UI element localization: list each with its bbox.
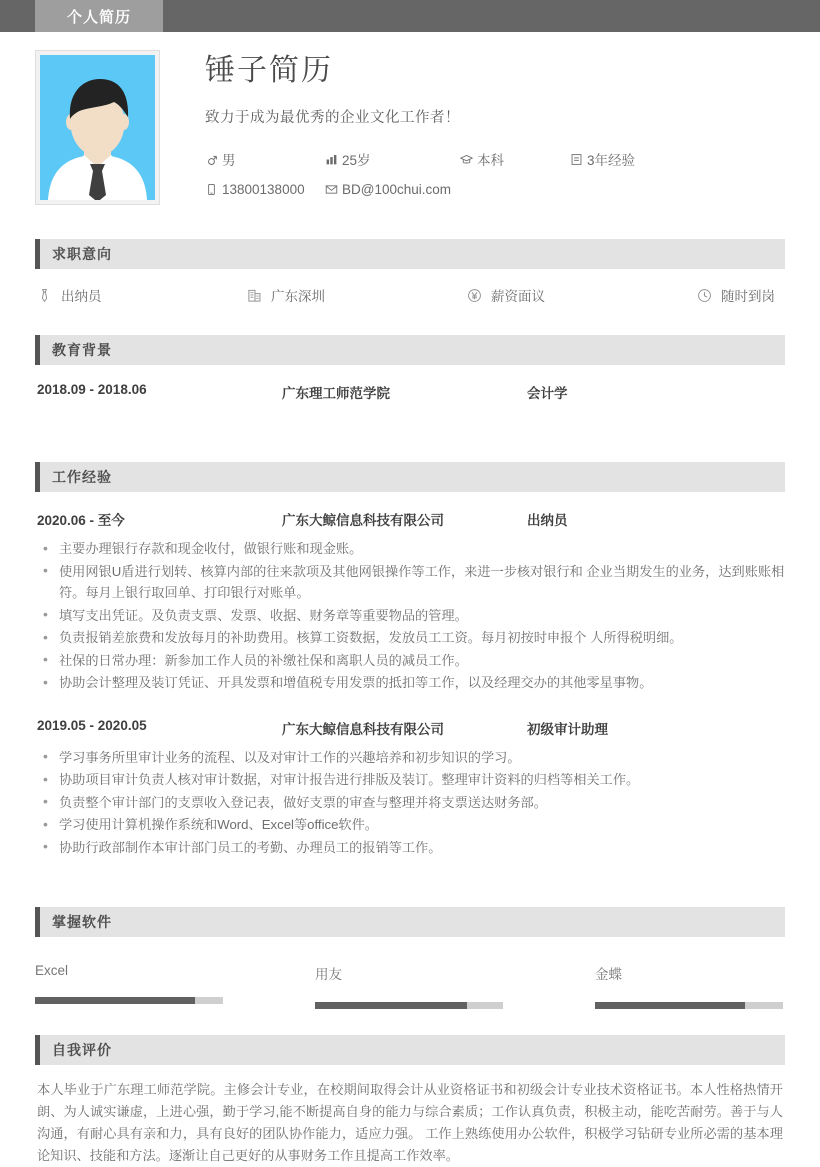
list-item: • 社保的日常办理：新参加工作人员的补缴社保和离职人员的减员工作。: [37, 650, 785, 672]
resume-page: [0, 32, 820, 1167]
section-accent-bar: [35, 462, 40, 492]
intent-availability-text: 随时到岗: [721, 289, 775, 304]
intent-salary: [467, 285, 697, 305]
skill-item: [35, 963, 225, 1009]
profile-meta-grid: [205, 149, 785, 197]
intent-location: [247, 285, 467, 305]
section-accent-bar: [35, 907, 40, 937]
section-title: 工作经验: [52, 469, 112, 485]
work-entry-head: [35, 492, 785, 529]
section-title: 求职意向: [52, 246, 112, 262]
section-header: [35, 1035, 785, 1065]
skill-list: [35, 937, 785, 1009]
skill-progress-track: [35, 997, 223, 1004]
list-item: • 主要办理银行存款和现金收付，做银行账和现金账。: [37, 538, 785, 560]
work-position: 初级审计助理: [527, 721, 608, 737]
meta-gender-text: 男: [222, 153, 236, 168]
mail-icon: [325, 183, 338, 196]
meta-phone-text: 13800138000: [222, 182, 305, 197]
skill-progress-track: [595, 1002, 783, 1009]
job-intention-row: [35, 269, 785, 309]
meta-email: [325, 182, 460, 197]
section-accent-bar: [35, 1035, 40, 1065]
section-job-intention: [35, 239, 785, 309]
skill-progress-fill: [595, 1002, 745, 1009]
section-accent-bar: [35, 335, 40, 365]
work-entry-head: [35, 701, 785, 738]
tie-icon: [37, 288, 52, 303]
meta-experience: [570, 149, 785, 169]
profile-header: [35, 32, 785, 213]
skill-item: [315, 963, 505, 1009]
list-item: • 协助行政部制作本审计部门员工的考勤、办理员工的报销等工作。: [37, 837, 785, 859]
skill-progress-fill: [315, 1002, 467, 1009]
bar-chart-icon: [325, 153, 338, 166]
list-item: • 负责整个审计部门的支票收入登记表，做好支票的审查与整理并将支票送达财务部。: [37, 792, 785, 814]
skill-name: 用友: [315, 967, 342, 982]
section-title: 教育背景: [52, 342, 112, 358]
top-banner: [0, 0, 820, 32]
meta-age: [325, 149, 460, 169]
avatar-frame: [35, 50, 160, 205]
section-header: [35, 907, 785, 937]
list-item: • 填写支出凭证。及负责支票、发票、收据、财务章等重要物品的管理。: [37, 605, 785, 627]
document-icon: [570, 153, 583, 166]
list-item: • 学习使用计算机操作系统和Word、Excel等office软件。: [37, 814, 785, 836]
section-header: [35, 335, 785, 365]
candidate-tagline: 致力于成为最优秀的企业文化工作者！: [205, 110, 460, 126]
skill-progress-track: [315, 1002, 503, 1009]
meta-gender: [205, 149, 325, 169]
intent-position-text: 出纳员: [61, 289, 102, 304]
section-accent-bar: [35, 239, 40, 269]
intent-availability: [697, 285, 783, 305]
section-title: 掌握软件: [52, 914, 112, 930]
education-period: 2018.09 - 2018.06: [37, 382, 147, 397]
intent-location-text: 广东深圳: [271, 289, 325, 304]
meta-experience-text: 3年经验: [587, 153, 636, 168]
meta-age-text: 25岁: [342, 153, 371, 168]
clock-icon: [697, 288, 712, 303]
self-evaluation-text: 本人毕业于广东理工师范学院。主修会计专业，在校期间取得会计从业资格证书和初级会计专业技术资格证书。本人性格热情开朗、为人诚实谦虚，上进心强，勤于学习,能不断提高自身的能力与综合素质；工作认真负责，积极主动，能吃苦耐劳。善于与人沟通，有耐心具有亲和力，具有良好的团队协作能力，适应力强。 工作上熟练使用办公软件，积极学习钻研专业所必需的基本理论知识、技能和方法。逐渐让自己更好的从事财务工作且提高工作效率。: [37, 1082, 783, 1163]
intent-position: [37, 285, 247, 305]
meta-email-text: BD@100chui.com: [342, 182, 452, 197]
work-entry: [35, 701, 785, 882]
meta-phone: [205, 182, 325, 197]
phone-icon: [205, 183, 218, 196]
work-company: 广东大鲸信息科技有限公司: [282, 513, 444, 528]
section-title: 自我评价: [52, 1042, 112, 1058]
work-entry: [35, 492, 785, 701]
section-work-experience: [35, 462, 785, 881]
work-period: 2019.05 - 2020.05: [37, 717, 147, 733]
work-position: 出纳员: [527, 513, 568, 528]
list-item: • 协助会计整理及装订凭证、开具发票和增值税专用发票的抵扣等工作，以及经理交办的其他零星事物。: [37, 672, 785, 694]
meta-education-text: 本科: [477, 153, 504, 168]
skill-item: [595, 963, 785, 1009]
meta-education: [460, 149, 570, 169]
skill-name: 金蝶: [595, 967, 622, 982]
section-software-skills: [35, 907, 785, 1009]
education-major: 会计学: [527, 386, 568, 401]
profile-info: [205, 50, 785, 205]
list-item: • 使用网银U盾进行划转、核算内部的往来款项及其他网银操作等工作，来进一步核对银行和 企业当期发生的业务，达到账账相符。每月上银行取回单、打印银行对账单。: [37, 561, 785, 604]
avatar-photo: [40, 55, 155, 200]
list-item: • 协助项目审计负责人核对审计数据，对审计报告进行排版及装订。整理审计资料的归档等相关工作。: [37, 769, 785, 791]
list-item: • 负责报销差旅费和发放每月的补助费用。核算工资数据，发放员工工资。每月初按时申报个 人所得税明细。: [37, 627, 785, 649]
graduation-cap-icon: [460, 153, 473, 166]
gender-icon: [205, 153, 218, 166]
candidate-name: 锤子简历: [205, 54, 333, 87]
education-entry: [35, 365, 785, 436]
intent-salary-text: 薪资面议: [491, 289, 545, 304]
skill-progress-fill: [35, 997, 195, 1004]
work-period: 2020.06 - 至今: [37, 513, 125, 528]
resume-title-tab: 个人简历: [35, 0, 163, 32]
work-bullet-list: [35, 538, 785, 694]
skill-name: Excel: [35, 963, 69, 978]
education-school: 广东理工师范学院: [282, 386, 390, 401]
section-header: [35, 239, 785, 269]
section-header: [35, 462, 785, 492]
yen-circle-icon: [467, 288, 482, 303]
list-item: • 学习事务所里审计业务的流程、以及对审计工作的兴趣培养和初步知识的学习。: [37, 747, 785, 769]
building-icon: [247, 288, 262, 303]
work-bullet-list: [35, 747, 785, 859]
section-education: [35, 335, 785, 436]
work-company: 广东大鲸信息科技有限公司: [282, 721, 444, 737]
education-entry-head: [35, 365, 785, 402]
section-self-evaluation: [35, 1035, 785, 1167]
